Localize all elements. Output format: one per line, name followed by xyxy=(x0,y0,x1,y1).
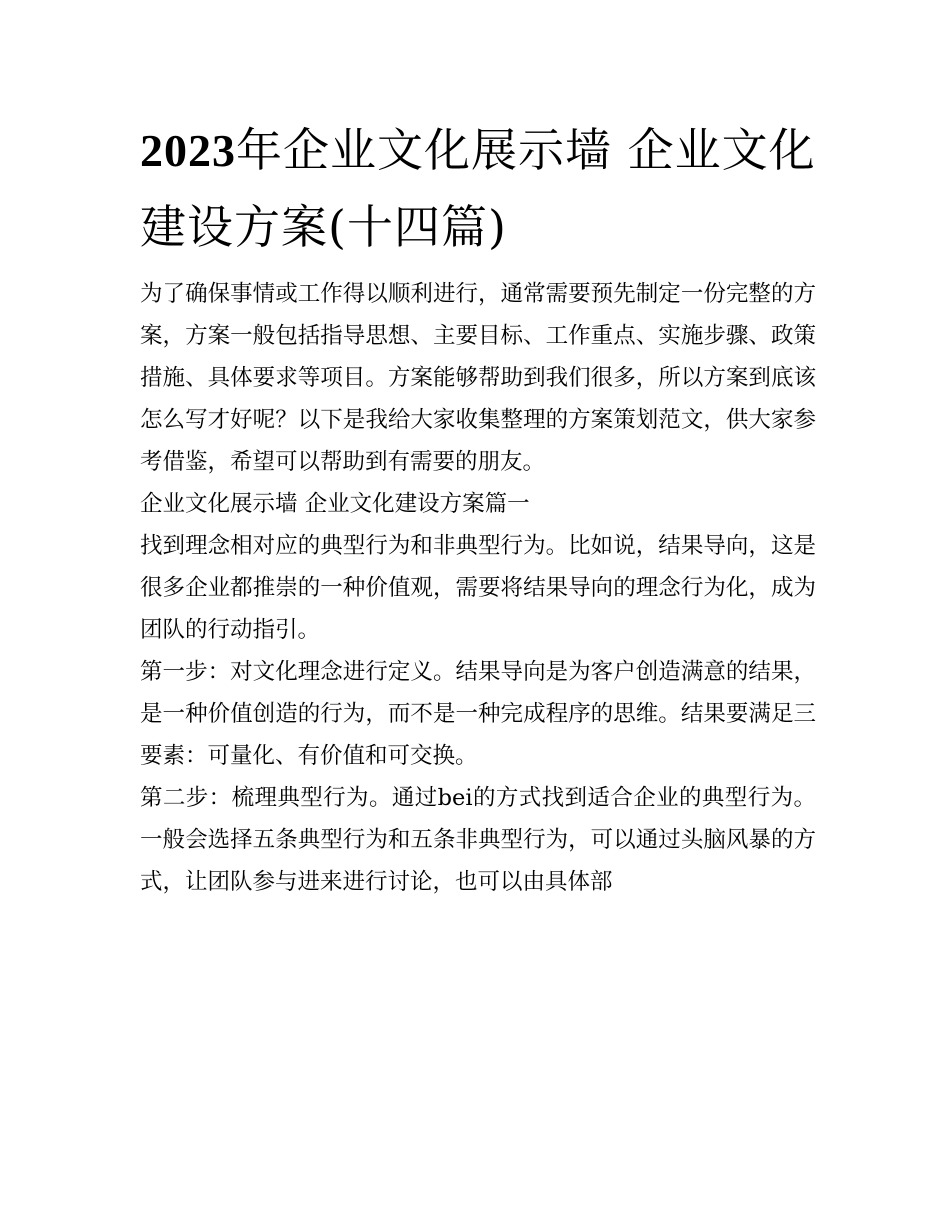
document-title xyxy=(140,112,816,265)
body-paragraph-2: 第一步：对文化理念进行定义。结果导向是为客户创造满意的结果，是一种价值创造的行为，而不是一种完成程序的思维。结果要满足三要素：可量化、有价值和可交换。 xyxy=(140,659,816,769)
body-paragraph-3: 第二步：梳理典型行为。通过bei的方式找到适合企业的典型行为。一般会选择五条典型行为和五条非典型行为，可以通过头脑风暴的方式，让团队参与进来进行讨论，也可以由具体部 xyxy=(140,785,816,895)
intro-paragraph: 为了确保事情或工作得以顺利进行，通常需要预先制定一份完整的方案，方案一般包括指导思想、主要目标、工作重点、实施步骤、政策措施、具体要求等项目。方案能够帮助到我们很多，所以方案到底该怎么写才好呢？以下是我给大家收集整理的方案策划范文，供大家参考借鉴，希望可以帮助到有需要的朋友。 xyxy=(140,281,816,475)
section-heading: 企业文化展示墙 企业文化建设方案篇一 xyxy=(140,491,530,517)
document-content xyxy=(140,112,816,903)
body-paragraph-1: 找到理念相对应的典型行为和非典型行为。比如说，结果导向，这是很多企业都推崇的一种价值观，需要将结果导向的理念行为化，成为团队的行动指引。 xyxy=(140,533,816,643)
title-year: 2023 xyxy=(140,125,236,176)
title-text: 年企业文化展示墙 企业文化建设方案(十四篇) xyxy=(140,123,816,254)
